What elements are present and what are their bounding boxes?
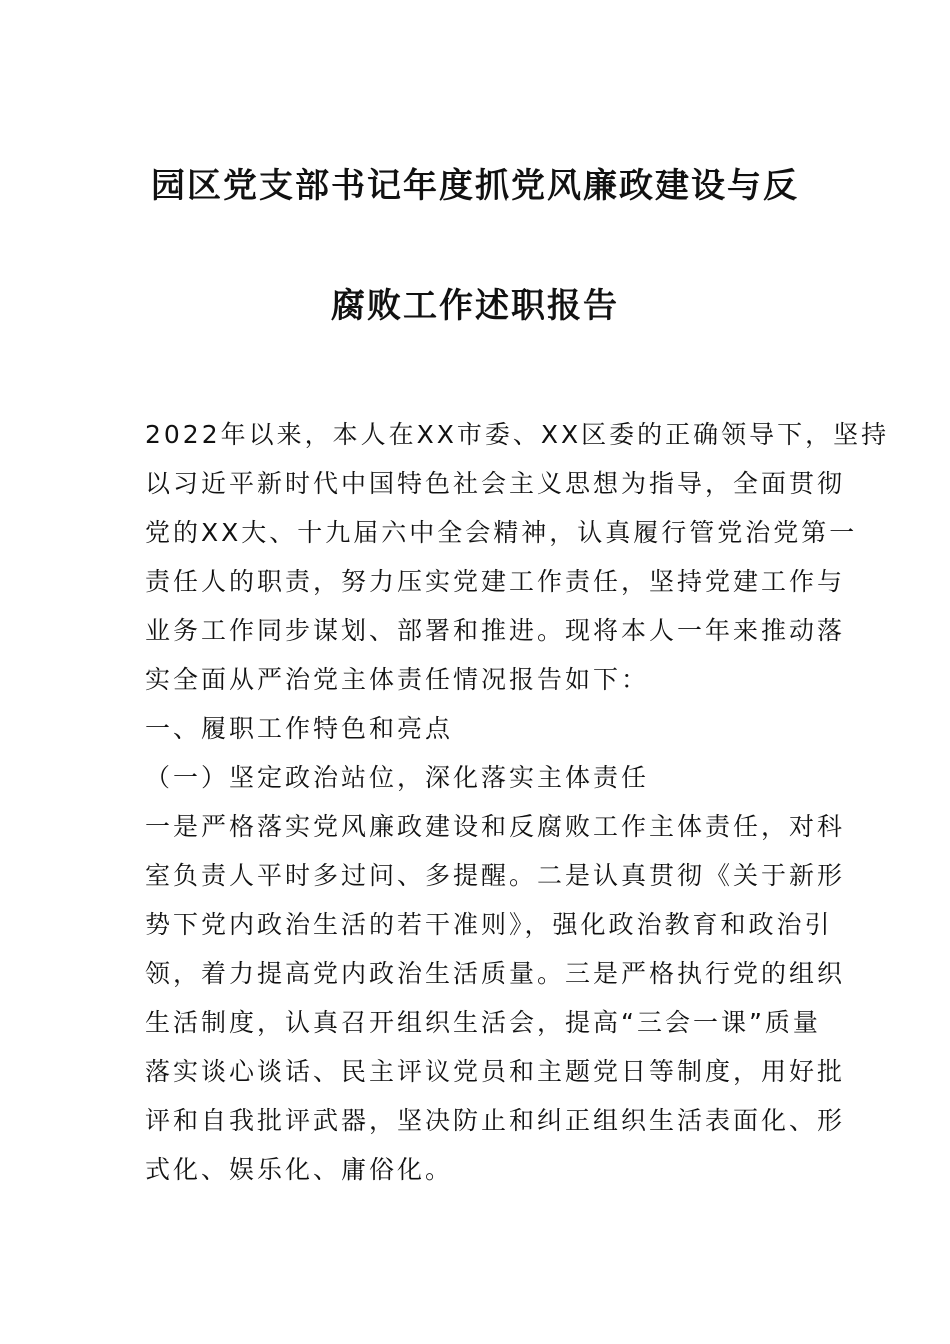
subsection-heading: （一）坚定政治站位，深化落实主体责任 [145,763,650,792]
body-line: 势下党内政治生活的若干准则》，强化政治教育和政治引 [145,910,833,939]
body-line: 式化、娱乐化、庸俗化。 [145,1155,454,1184]
section-heading: 一、履职工作特色和亮点 [145,714,454,743]
body-line: 评和自我批评武器，坚决防止和纠正组织生活表面化、形 [145,1106,846,1135]
body-line: 领，着力提高党内政治生活质量。三是严格执行党的组织 [145,959,846,988]
body-line: 生活制度，认真召开组织生活会，提高“三会一课”质量 [145,1008,821,1037]
document-title-line-2: 腐败工作述职报告 [331,286,619,326]
document-title-line-1: 园区党支部书记年度抓党风廉政建设与反 [151,166,799,206]
body-line: 室负责人平时多过问、多提醒。二是认真贯彻《关于新形 [145,861,846,890]
body-line: 一是严格落实党风廉政建设和反腐败工作主体责任，对科 [145,812,846,841]
body-line: 党的XX大、十九届六中全会精神，认真履行管党治党第一 [145,518,858,547]
body-line: 业务工作同步谋划、部署和推进。现将本人一年来推动落 [145,616,846,645]
body-line: 责任人的职责，努力压实党建工作责任，坚持党建工作与 [145,567,846,596]
body-line: 实全面从严治党主体责任情况报告如下： [145,665,650,694]
document-body [145,410,890,1194]
body-line: 以习近平新时代中国特色社会主义思想为指导，全面贯彻 [145,469,846,498]
body-line: 落实谈心谈话、民主评议党员和主题党日等制度，用好批 [145,1057,846,1086]
body-line: 2022年以来，本人在XX市委、XX区委的正确领导下，坚持 [145,420,890,449]
